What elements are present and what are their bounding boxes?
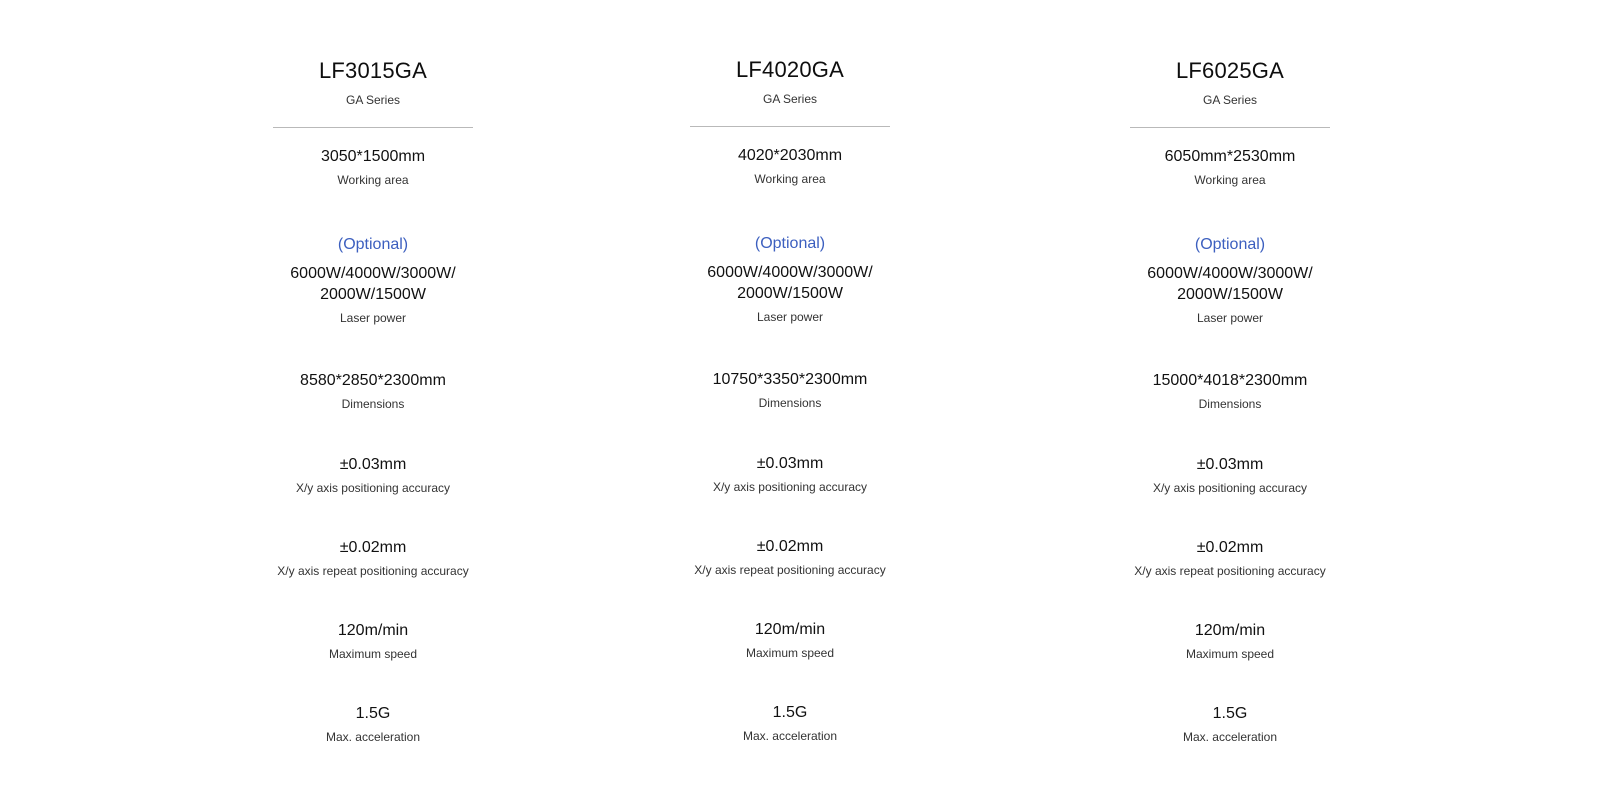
divider [1130, 127, 1330, 128]
spec-value: ±0.03mm [756, 455, 824, 472]
optional-tag: (Optional) [1194, 236, 1266, 253]
spec-label: X/y axis repeat positioning accuracy [1134, 564, 1326, 578]
model-title: LF4020GA [735, 57, 844, 82]
spec-value: 120m/min [337, 622, 409, 639]
spec-value: 10750*3350*2300mm [712, 371, 868, 388]
spec-working-area [640, 145, 940, 186]
spec-value: ±0.03mm [339, 456, 407, 473]
model-title: LF3015GA [318, 58, 427, 83]
spec-value: 6000W/4000W/3000W/ 2000W/1500W [707, 264, 873, 302]
spec-value: 120m/min [1194, 622, 1266, 639]
spec-value: 8580*2850*2300mm [300, 372, 446, 389]
spec-value: ±0.02mm [756, 538, 824, 555]
spec-positioning-accuracy [223, 454, 523, 495]
spec-value: 1.5G [1212, 705, 1248, 722]
spec-value: ±0.02mm [339, 539, 407, 556]
spec-label: X/y axis positioning accuracy [712, 480, 868, 494]
spec-label: Max. acceleration [1182, 730, 1278, 744]
spec-value: 1.5G [355, 705, 391, 722]
spec-label: Maximum speed [328, 647, 418, 661]
spec-label: X/y axis repeat positioning accuracy [694, 563, 886, 577]
spec-label: Working area [337, 173, 409, 187]
optional-tag: (Optional) [754, 235, 826, 252]
spec-label: Dimensions [341, 397, 405, 411]
spec-value: 4020*2030mm [737, 147, 843, 164]
spec-laser-power [223, 234, 523, 325]
optional-tag: (Optional) [337, 236, 409, 253]
spec-label: X/y axis positioning accuracy [295, 481, 451, 495]
spec-max-speed [640, 619, 940, 660]
spec-laser-power [640, 233, 940, 324]
spec-label: Dimensions [758, 396, 822, 410]
model-column-lf6025ga [1080, 0, 1380, 792]
model-title: LF6025GA [1175, 58, 1284, 83]
model-series: GA Series [345, 93, 401, 107]
spec-value: ±0.02mm [1196, 539, 1264, 556]
spec-positioning-accuracy [1080, 454, 1380, 495]
spec-dimensions [640, 369, 940, 410]
spec-laser-power [1080, 234, 1380, 325]
spec-label: Laser power [756, 310, 824, 324]
divider [273, 127, 473, 128]
spec-working-area [223, 146, 523, 187]
spec-label: Laser power [339, 311, 407, 325]
spec-value: 3050*1500mm [320, 148, 426, 165]
spec-value: ±0.03mm [1196, 456, 1264, 473]
spec-label: Dimensions [1198, 397, 1262, 411]
spec-repeat-accuracy [1080, 537, 1380, 578]
divider [690, 126, 890, 127]
spec-label: Max. acceleration [742, 729, 838, 743]
spec-value: 15000*4018*2300mm [1152, 372, 1308, 389]
spec-max-acceleration [223, 703, 523, 744]
spec-label: Working area [1194, 173, 1266, 187]
spec-label: Maximum speed [745, 646, 835, 660]
spec-label: X/y axis positioning accuracy [1152, 481, 1308, 495]
model-column-lf3015ga [223, 0, 523, 792]
spec-label: Maximum speed [1185, 647, 1275, 661]
spec-max-speed [223, 620, 523, 661]
spec-value: 1.5G [772, 704, 808, 721]
spec-dimensions [1080, 370, 1380, 411]
model-series: GA Series [762, 92, 818, 106]
spec-dimensions [223, 370, 523, 411]
spec-value: 6050mm*2530mm [1164, 148, 1296, 165]
spec-label: X/y axis repeat positioning accuracy [277, 564, 469, 578]
spec-value: 120m/min [754, 621, 826, 638]
spec-positioning-accuracy [640, 453, 940, 494]
spec-value: 6000W/4000W/3000W/ 2000W/1500W [1147, 265, 1313, 303]
spec-max-acceleration [640, 702, 940, 743]
spec-label: Max. acceleration [325, 730, 421, 744]
spec-max-acceleration [1080, 703, 1380, 744]
spec-label: Working area [754, 172, 826, 186]
spec-working-area [1080, 146, 1380, 187]
spec-repeat-accuracy [640, 536, 940, 577]
spec-max-speed [1080, 620, 1380, 661]
spec-label: Laser power [1196, 311, 1264, 325]
model-series: GA Series [1202, 93, 1258, 107]
spec-value: 6000W/4000W/3000W/ 2000W/1500W [290, 265, 456, 303]
model-column-lf4020ga [640, 0, 940, 791]
spec-repeat-accuracy [223, 537, 523, 578]
